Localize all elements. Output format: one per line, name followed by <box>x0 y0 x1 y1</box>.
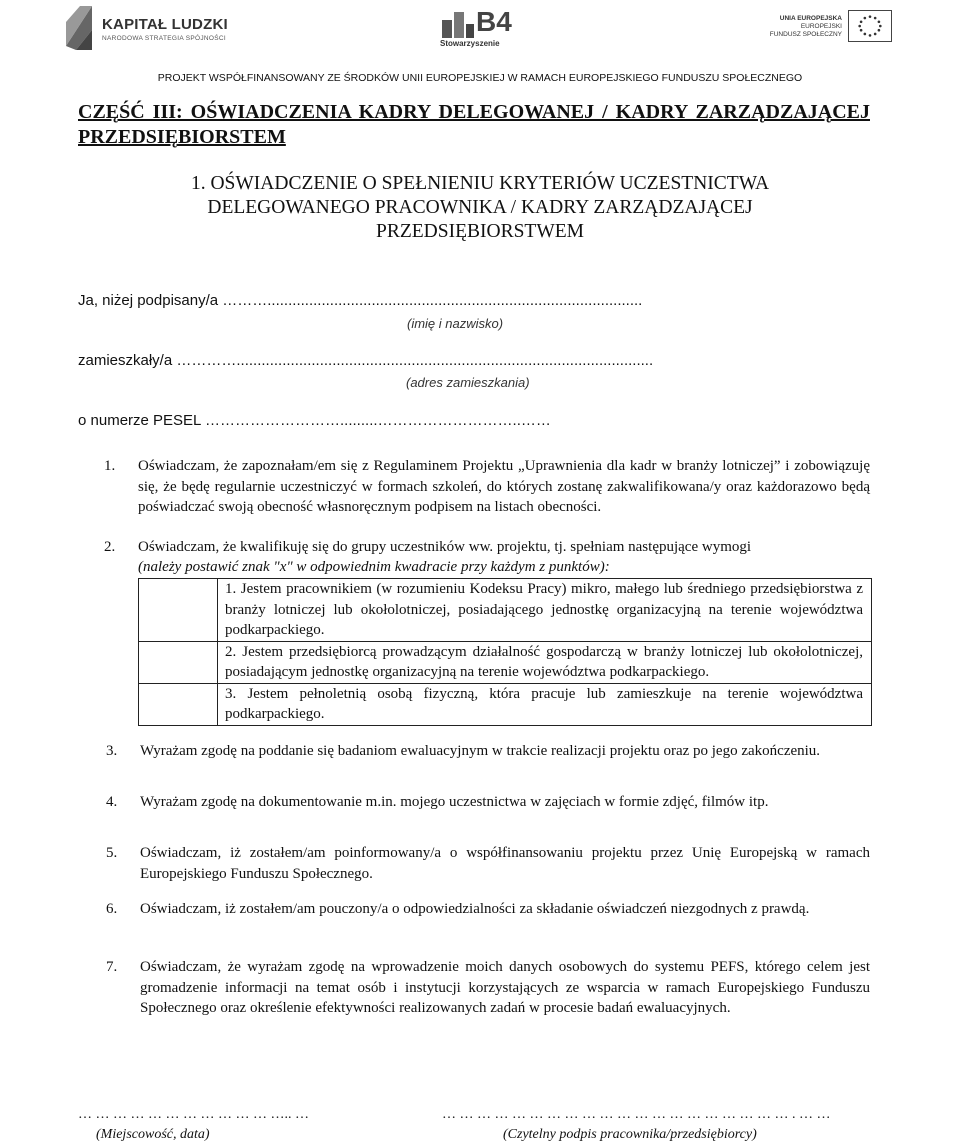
criteria-option-1-text: 1. Jestem pracownikiem (w rozumieniu Kodeksu Pracy) mikro, małego lub średniego przedsiębiorstwa z branży lotniczej lub okołolotniczej, posiadającego jednostkę organizacyjną na terenie województwa podkarpackiego. <box>218 579 872 642</box>
address-field-input[interactable]: ………….................................................................................................... <box>176 352 654 369</box>
name-field-label: Ja, niżej podpisany/a <box>78 292 219 309</box>
statement-1-text: Oświadczam, że zapoznałam/em się z Regulaminem Projektu „Uprawnienia dla kadr w branży lotniczej” i zobowiązuję się, że będę regularnie uczestniczyć w formach szkoleń, do których zostanę zakwalifikowana/y oraz każdorazowo będą poświadczać swoją obecność własnoręcznym podpisem na listach obecności. <box>138 458 870 515</box>
b4-logo <box>440 6 520 48</box>
signature-input[interactable]: … … … … … … … … … … … … … … … … … … … … . … … <box>442 1107 831 1122</box>
criteria-option-3-text: 3. Jestem pełnoletnią osobą fizyczną, która pracuje lub zamieszkuje na terenie województwa podkarpackiego. <box>218 683 872 725</box>
name-field-input[interactable]: ……….......................................................................................... <box>222 292 643 309</box>
criteria-options-table <box>138 578 872 726</box>
statement-6-number: 6. <box>106 901 118 917</box>
kapital-ludzki-subtitle: NARODOWA STRATEGIA SPÓJNOŚCI <box>102 35 226 42</box>
b4-title: B4 <box>476 6 512 37</box>
name-field-row <box>78 292 642 309</box>
statement-2 <box>104 537 870 558</box>
address-field-hint: (adres zamieszkania) <box>406 375 530 390</box>
pesel-field-input[interactable]: ……………………….........………………………..…… <box>205 412 551 429</box>
statement-4-text: Wyrażam zgodę na dokumentowanie m.in. mojego uczestnictwa w zajęciach w formie zdjęć, filmów itp. <box>140 794 769 810</box>
place-date-label: (Miejscowość, data) <box>96 1127 210 1142</box>
statement-4 <box>106 792 870 813</box>
statement-7-text: Oświadczam, że wyrażam zgodę na wprowadzenie moich danych osobowych do systemu PEFS, którego celem jest gromadzenie informacji na temat osób i instytucji korzystających ze wsparcia w ramach Europejskiego Funduszu Społecznego oraz określenie efektywności realizowanych zadań w procesie badań ewaluacyjnych. <box>140 959 870 1016</box>
statement-6-text: Oświadczam, iż zostałem/am pouczony/a o odpowiedzialności za składanie oświadczeń niezgodnych z prawdą. <box>140 901 810 917</box>
statement-5-text: Oświadczam, iż zostałem/am poinformowany/a o współfinansowaniu projektu przez Unię Europejską w ramach Europejskiego Funduszu Społecznego. <box>140 845 870 882</box>
kapital-ludzki-emblem-icon <box>62 2 96 52</box>
eu-logo-text <box>770 15 842 39</box>
eu-line-2: EUROPEJSKI <box>800 23 842 30</box>
eu-logo <box>770 10 892 46</box>
criteria-option-row <box>139 683 872 725</box>
pesel-field-row <box>78 412 551 429</box>
statement-6 <box>106 899 870 920</box>
statement-2-text: Oświadczam, że kwalifikuję się do grupy uczestników ww. projektu, tj. spełniam następujące wymogi <box>138 539 752 555</box>
eu-line-1: UNIA EUROPEJSKA <box>779 15 842 22</box>
statement-1-number: 1. <box>104 458 116 474</box>
criteria-option-3-checkbox[interactable] <box>139 683 218 725</box>
part-title: CZĘŚĆ III: OŚWIADCZENIA KADRY DELEGOWANEJ / KADRY ZARZĄDZAJĄCEJ PRZEDSIĘBIORSTEM <box>78 101 870 148</box>
kapital-ludzki-logo <box>62 2 228 54</box>
criteria-option-row <box>139 641 872 683</box>
statement-7-number: 7. <box>106 959 118 975</box>
statement-7 <box>106 957 870 1019</box>
place-date-input[interactable]: … … … … … … … … … … … ….. … <box>78 1107 309 1122</box>
criteria-option-1-checkbox[interactable] <box>139 579 218 642</box>
signature-label: (Czytelny podpis pracownika/przedsiębiorcy) <box>503 1127 757 1142</box>
name-field-hint: (imię i nazwisko) <box>407 316 504 331</box>
kapital-ludzki-title: KAPITAŁ LUDZKI <box>102 16 228 33</box>
project-cofinancing-line: PROJEKT WSPÓŁFINANSOWANY ZE ŚRODKÓW UNII EUROPEJSKIEJ W RAMACH EUROPEJSKIEGO FUNDUSZU SPOŁECZNEGO <box>157 72 803 84</box>
statement-4-number: 4. <box>106 794 118 810</box>
section-title: 1. OŚWIADCZENIE O SPEŁNIENIU KRYTERIÓW UCZESTNICTWA DELEGOWANEGO PRACOWNIKA / KADRY ZARZĄDZAJĄCEJ PRZEDSIĘBIORSTWEM <box>190 173 770 242</box>
statement-3 <box>106 741 870 762</box>
statement-2-note: (należy postawić znak "x" w odpowiednim kwadracie przy każdym z punktów): <box>138 559 610 575</box>
statement-5 <box>106 843 870 884</box>
pesel-field-label: o numerze PESEL <box>78 412 201 429</box>
address-field-row <box>78 352 653 369</box>
statement-1 <box>104 456 870 518</box>
b4-emblem-icon <box>440 10 476 38</box>
statement-2-number: 2. <box>104 539 116 555</box>
b4-subtitle: Stowarzyszenie <box>440 39 500 48</box>
criteria-option-2-checkbox[interactable] <box>139 641 218 683</box>
statement-3-number: 3. <box>106 743 118 759</box>
address-field-label: zamieszkały/a <box>78 352 173 369</box>
statement-3-text: Wyrażam zgodę na poddanie się badaniom ewaluacyjnym w trakcie realizacji projektu oraz po jego zakończeniu. <box>140 743 821 759</box>
eu-line-3: FUNDUSZ SPOŁECZNY <box>769 31 842 38</box>
criteria-option-2-text: 2. Jestem przedsiębiorcą prowadzącym działalność gospodarczą w branży lotniczej lub okołolotniczej, posiadającym jednostkę organizacyjną na terenie województwa podkarpackiego. <box>218 641 872 683</box>
eu-flag-icon <box>848 10 892 42</box>
criteria-option-row <box>139 579 872 642</box>
statement-5-number: 5. <box>106 845 118 861</box>
